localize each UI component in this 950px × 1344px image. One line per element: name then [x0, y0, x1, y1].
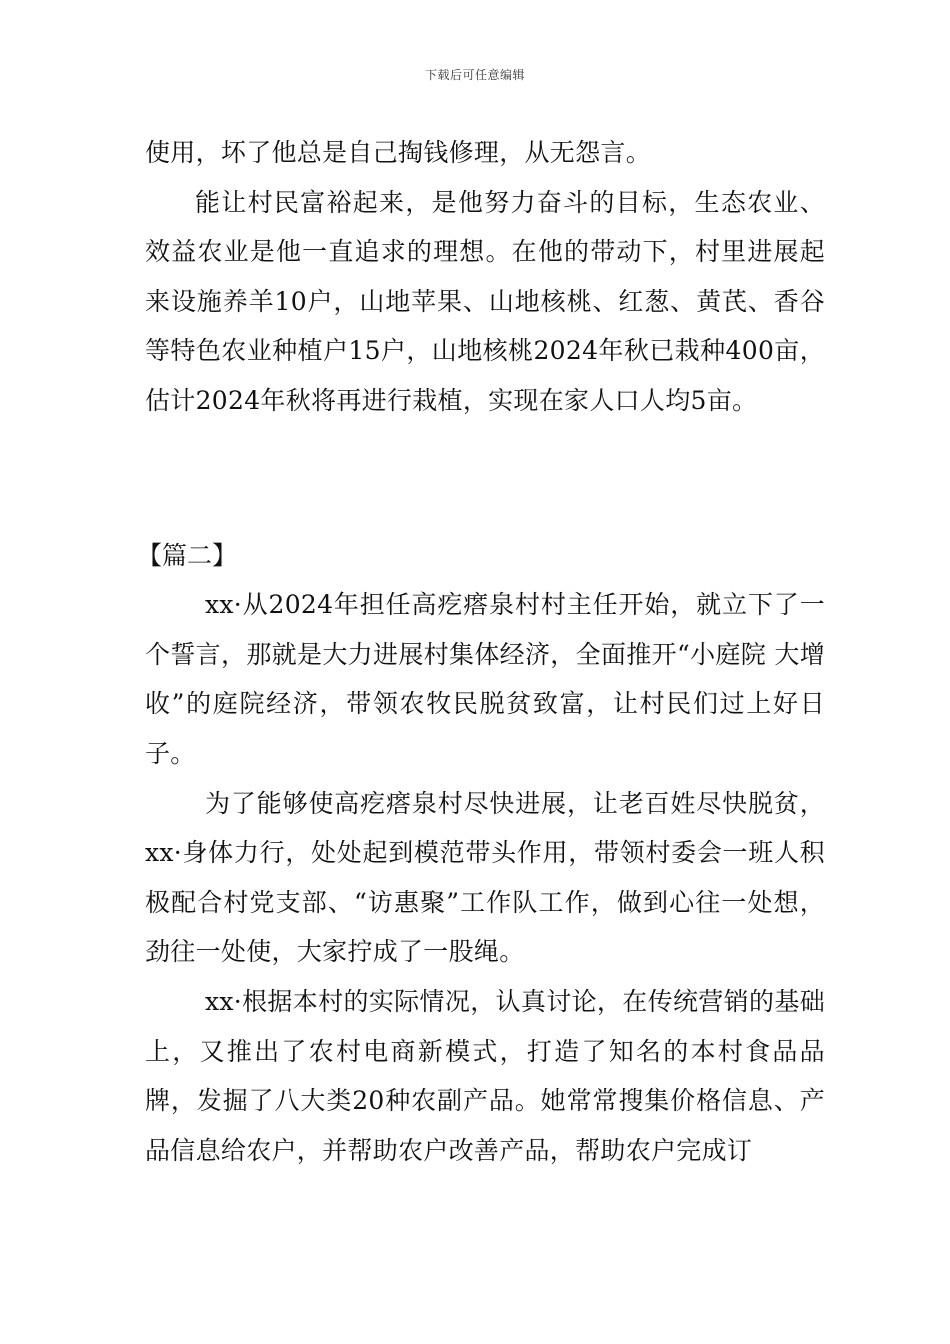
- section-title: 【篇二】: [137, 540, 238, 570]
- paragraph: xx·从2024年担任高疙瘩泉村村主任开始，就立下了一个誓言，那就是大力进展村集体经济，全面推开“小庭院 大增收”的庭院经济，带领农牧民脱贫致富，让村民们过上好日子。: [145, 590, 825, 768]
- paragraph-continued: 使用，坏了他总是自己掏钱修理，从无怨言。: [145, 138, 652, 167]
- paragraph: 为了能够使高疙瘩泉村尽快进展，让老百姓尽快脱贫，xx·身体力行，处处起到模范带头作用，带领村委会一班人积极配合村党支部、“访惠聚”工作队工作，做到心往一处想，劲往一处使，大家拧成了一股绳。: [145, 788, 825, 967]
- section-spacer: [145, 426, 825, 531]
- paragraph: 能让村民富裕起来，是他努力奋斗的目标，生态农业、效益农业是他一直追求的理想。在他的带动下，村里进展起来设施养羊10户，山地苹果、山地核桃、红葱、黄芪、香谷等特色农业种植户15户，山地核桃2024年秋已栽种400亩，估计2024年秋将再进行栽植，实现在家人口人均5亩。: [145, 187, 825, 415]
- document-body: [137, 128, 825, 1175]
- paragraph: xx·根据本村的实际情况，认真讨论，在传统营销的基础上，又推出了农村电商新模式，打造了知名的本村食品品牌，发掘了八大类20种农副产品。她常常搜集价格信息、产品信息给农户，并帮助农户改善产品，帮助农户完成订: [145, 986, 825, 1165]
- page-header: 下载后可任意编辑: [424, 68, 525, 82]
